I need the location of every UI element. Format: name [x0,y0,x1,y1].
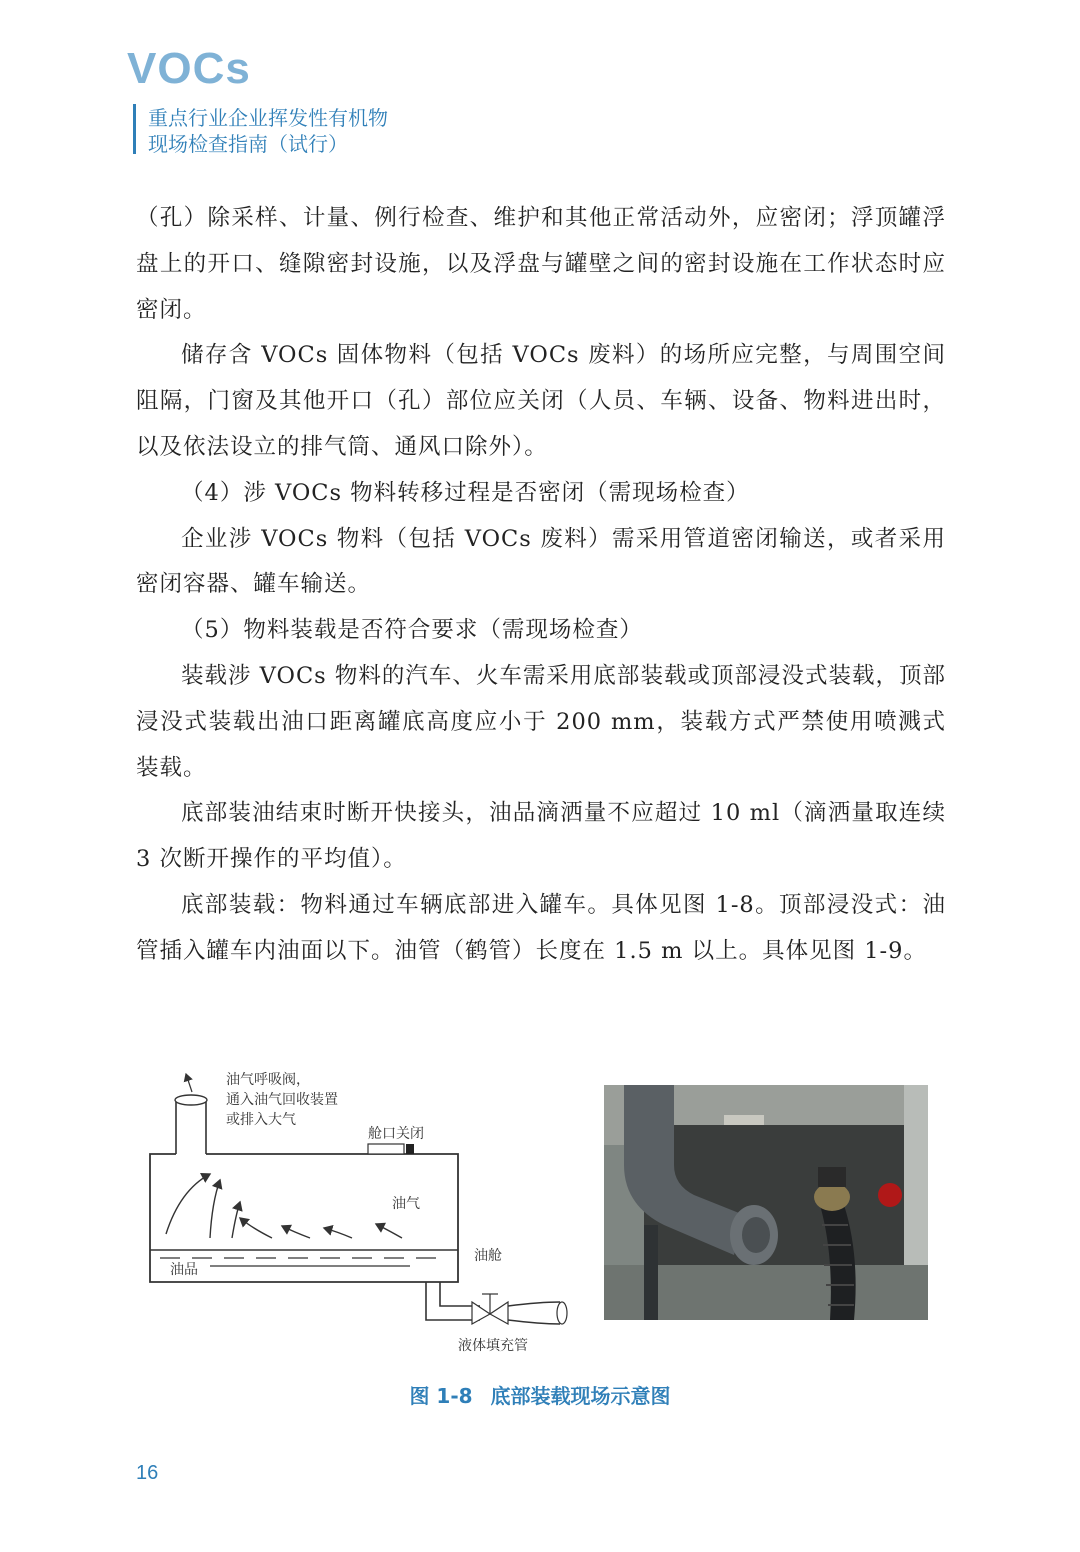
page-number: 16 [136,1462,159,1484]
label-oil-tank: 油舱 [474,1248,502,1264]
label-hatch-closed: 舱口关闭 [368,1126,424,1142]
body-text [136,196,946,975]
paragraph-4: 装载涉 VOCs 物料的汽车、火车需采用底部装载或顶部浸没式装载，顶部浸没式装载出油口距离罐底高度应小于 200 mm，装载方式严禁使用喷溅式装载。 [136,662,946,781]
bottom-loading-diagram [140,1062,580,1362]
label-vapor: 油气 [392,1196,420,1212]
section-heading-4: （4）涉 VOCs 物料转移过程是否密闭（需现场检查） [181,479,750,506]
header-title: VOCs [127,44,251,93]
label-fill-pipe: 液体填充管 [458,1338,528,1354]
paragraph-5: 底部装油结束时断开快接头，油品滴洒量不应超过 10 ml（滴洒量取连续 3 次断开操作的平均值）。 [136,800,946,873]
label-breather-valve-3: 或排入大气 [226,1112,296,1128]
paragraph-1: （孔）除采样、计量、例行检查、维护和其他正常活动外，应密闭；浮顶罐浮盘上的开口、缝隙密封设施，以及浮盘与罐壁之间的密封设施在工作状态时应密闭。 [136,205,946,323]
section-heading-5: （5）物料装载是否符合要求（需现场检查） [181,617,643,644]
header-subtitle-line2: 现场检查指南（试行） [148,132,348,156]
figure-caption-text: 底部装载现场示意图 [490,1384,671,1408]
paragraph-2: 储存含 VOCs 固体物料（包括 VOCs 废料）的场所应完整，与周围空间阻隔，门窗及其他开口（孔）部位应关闭（人员、车辆、设备、物料进出时，以及依法设立的排气筒、通风口除外）。 [136,342,946,460]
label-oil: 油品 [170,1262,198,1278]
header-accent-bar [133,104,136,154]
figure-number: 图 1-8 [409,1384,473,1408]
header-subtitle-line1: 重点行业企业挥发性有机物 [148,106,388,130]
bottom-loading-photo [604,1085,928,1320]
paragraph-3: 企业涉 VOCs 物料（包括 VOCs 废料）需采用管道密闭输送，或者采用密闭容器、罐车输送。 [136,525,946,598]
figure-caption [0,1380,1080,1409]
label-breather-valve-1: 油气呼吸阀， [226,1072,310,1088]
paragraph-6: 底部装载：物料通过车辆底部进入罐车。具体见图 1-8。顶部浸没式：油管插入罐车内油面以下。油管（鹤管）长度在 1.5 m 以上。具体见图 1-9。 [136,891,946,964]
label-breather-valve-2: 通入油气回收装置 [226,1092,338,1108]
